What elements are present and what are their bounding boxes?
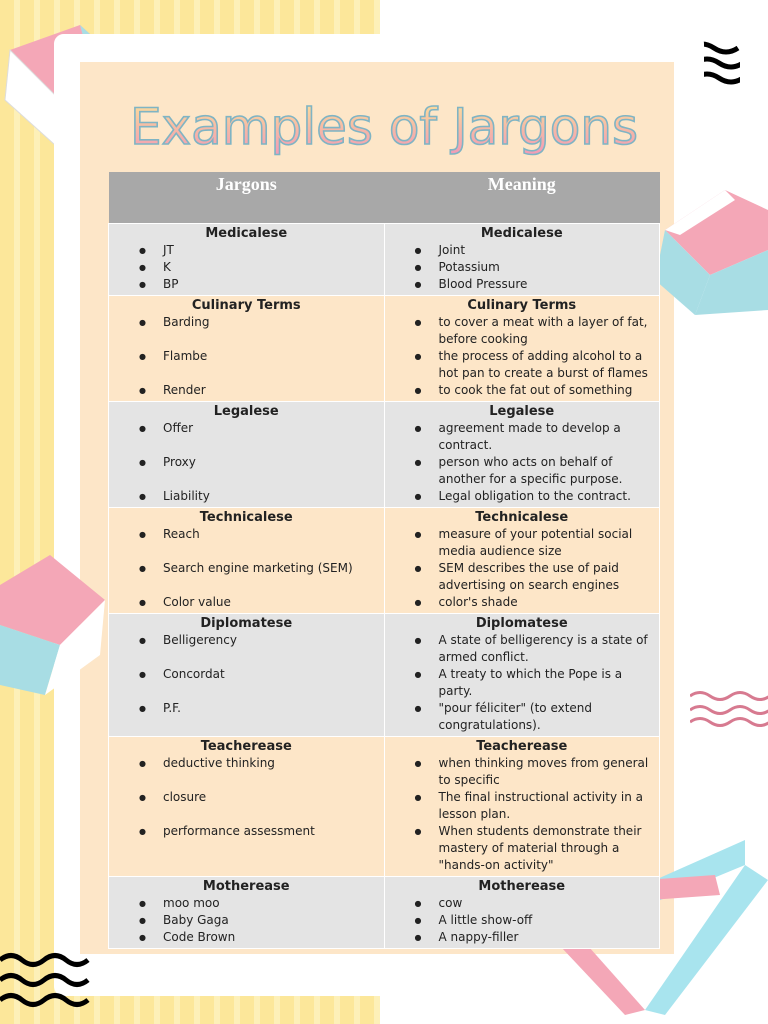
- jargon-item: ● Baby Gaga: [139, 912, 384, 929]
- table-row: [109, 737, 660, 877]
- jargon-cell: [109, 224, 385, 296]
- meaning-item: ● the process of adding alcohol to a hot pan to create a burst of flames: [415, 348, 660, 382]
- category-label: Teacherease: [200, 739, 292, 754]
- meaning-item: ● A state of belligerency is a state of armed conflict.: [415, 632, 660, 666]
- jargon-list: [109, 242, 384, 293]
- category-label: Diplomatese: [200, 616, 293, 631]
- jargon-table: [108, 172, 660, 949]
- jargon-cell: [109, 877, 385, 949]
- jargon-cell: [109, 402, 385, 508]
- jargon-list: [109, 314, 384, 399]
- meaning-item: ● "pour féliciter" (to extend congratulations).: [415, 700, 660, 734]
- meaning-item: ● A treaty to which the Pope is a party.: [415, 666, 660, 700]
- category-label: Culinary Terms: [467, 298, 577, 313]
- meaning-list: [385, 632, 660, 734]
- jargon-cell: [109, 737, 385, 877]
- meaning-item: ● Potassium: [415, 259, 660, 276]
- meaning-item: ● to cover a meat with a layer of fat, before cooking: [415, 314, 660, 348]
- category-label: Legalese: [213, 404, 279, 419]
- meaning-cell: [384, 296, 660, 402]
- jargon-list: [109, 895, 384, 946]
- meaning-item: ● Joint: [415, 242, 660, 259]
- jargon-list: [109, 526, 384, 611]
- jargon-list: [109, 755, 384, 874]
- jargon-item: ● closure: [139, 789, 384, 823]
- jargon-list: [109, 632, 384, 734]
- jargon-item: ● performance assessment: [139, 823, 384, 874]
- meaning-item: ● SEM describes the use of paid advertising on search engines: [415, 560, 660, 594]
- header-jargons: Jargons: [109, 172, 385, 224]
- meaning-list: [385, 755, 660, 874]
- meaning-list: [385, 526, 660, 611]
- jargon-item: ● Offer: [139, 420, 384, 454]
- meaning-cell: [384, 737, 660, 877]
- category-label: Medicalese: [480, 226, 563, 241]
- category-label: Teacherease: [476, 739, 568, 754]
- jargon-item: ● Concordat: [139, 666, 384, 700]
- table-row: [109, 877, 660, 949]
- header-meaning: Meaning: [384, 172, 660, 224]
- jargon-item: ● Color value: [139, 594, 384, 611]
- table-row: [109, 296, 660, 402]
- jargon-item: ● Code Brown: [139, 929, 384, 946]
- jargon-item: ● Belligerency: [139, 632, 384, 666]
- jargon-item: ● Barding: [139, 314, 384, 348]
- table-row: [109, 224, 660, 296]
- meaning-item: ● agreement made to develop a contract.: [415, 420, 660, 454]
- category-label: Medicalese: [205, 226, 288, 241]
- jargon-cell: [109, 296, 385, 402]
- jargon-item: ● Render: [139, 382, 384, 399]
- jargon-item: ● Search engine marketing (SEM): [139, 560, 384, 594]
- jargon-cell: [109, 614, 385, 737]
- meaning-item: ● to cook the fat out of something: [415, 382, 660, 399]
- table-row: [109, 614, 660, 737]
- squiggle-decoration-pink-right: [690, 688, 768, 728]
- jargon-list: [109, 420, 384, 505]
- category-label: Diplomatese: [475, 616, 568, 631]
- meaning-cell: [384, 877, 660, 949]
- cube-decoration-right: [655, 180, 768, 320]
- table-header-row: [109, 172, 660, 224]
- meaning-item: ● A nappy-filler: [415, 929, 660, 946]
- category-label: Motherease: [202, 879, 290, 894]
- page-title: [108, 78, 660, 168]
- table-row: [109, 402, 660, 508]
- meaning-item: ● when thinking moves from general to specific: [415, 755, 660, 789]
- jargon-item: ● Proxy: [139, 454, 384, 488]
- meaning-cell: [384, 508, 660, 614]
- jargon-item: ● Flambe: [139, 348, 384, 382]
- jargon-item: ● JT: [139, 242, 384, 259]
- meaning-item: ● color's shade: [415, 594, 660, 611]
- category-label: Legalese: [489, 404, 555, 419]
- category-label: Technicalese: [199, 510, 293, 525]
- jargon-cell: [109, 508, 385, 614]
- meaning-item: ● measure of your potential social media audience size: [415, 526, 660, 560]
- meaning-item: ● When students demonstrate their mastery of material through a "hands-on activity": [415, 823, 660, 874]
- table-row: [109, 508, 660, 614]
- category-label: Motherease: [478, 879, 566, 894]
- meaning-list: [385, 242, 660, 293]
- jargon-item: ● K: [139, 259, 384, 276]
- meaning-item: ● cow: [415, 895, 660, 912]
- meaning-cell: [384, 614, 660, 737]
- meaning-cell: [384, 224, 660, 296]
- meaning-list: [385, 895, 660, 946]
- meaning-item: ● Blood Pressure: [415, 276, 660, 293]
- meaning-item: ● person who acts on behalf of another for a specific purpose.: [415, 454, 660, 488]
- cube-decoration-left: [0, 555, 110, 705]
- category-label: Culinary Terms: [191, 298, 301, 313]
- jargon-item: ● deductive thinking: [139, 755, 384, 789]
- jargon-item: ● moo moo: [139, 895, 384, 912]
- squiggle-decoration-bottom-left: [0, 945, 90, 1015]
- meaning-list: [385, 314, 660, 399]
- table-body: [109, 224, 660, 949]
- meaning-item: ● A little show-off: [415, 912, 660, 929]
- jargon-item: ● Reach: [139, 526, 384, 560]
- page-title-text: Examples of Jargons: [129, 98, 639, 156]
- meaning-item: ● The final instructional activity in a lesson plan.: [415, 789, 660, 823]
- jargon-item: ● P.F.: [139, 700, 384, 734]
- category-label: Technicalese: [475, 510, 569, 525]
- meaning-item: ● Legal obligation to the contract.: [415, 488, 660, 505]
- jargon-item: ● Liability: [139, 488, 384, 505]
- meaning-list: [385, 420, 660, 505]
- meaning-cell: [384, 402, 660, 508]
- jargon-item: ● BP: [139, 276, 384, 293]
